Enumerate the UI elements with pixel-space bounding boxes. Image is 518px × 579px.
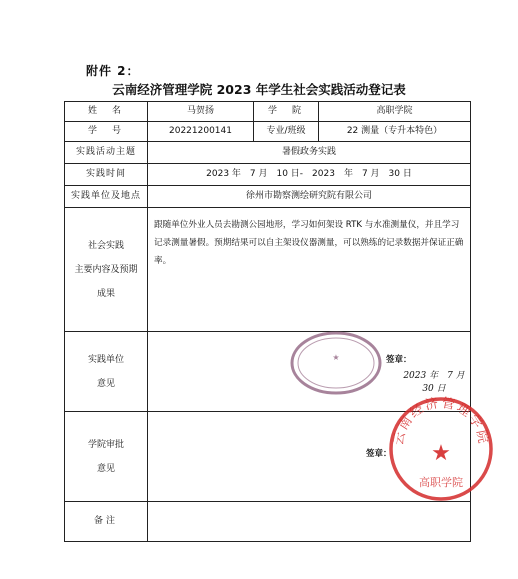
row-college-opinion — [65, 412, 471, 502]
content-label-line2: 主要内容及预期 — [74, 264, 138, 275]
row-time — [65, 164, 471, 186]
college-sign-label: 签章： — [366, 449, 392, 459]
svg-text:★: ★ — [431, 441, 451, 466]
row-student-id — [65, 122, 471, 142]
row-unit — [65, 186, 471, 208]
college-seal-text: 云南经济管理学院 — [391, 395, 491, 447]
svg-text:云南经济管理学院 — [391, 395, 490, 447]
row-remarks — [65, 502, 471, 542]
content-value: 跟随单位外业人员去勘测公园地形，学习如何架设 RTK 与水准测量仪，并且学习记录测量暑假。预期结果可以自主架设仪器测量，可以熟练的记录数据并保证正确率。 — [148, 208, 471, 332]
student-id-label: 学 号 — [65, 122, 148, 142]
college-opinion-label-line1: 学院审批 — [87, 439, 124, 450]
registration-form-table — [64, 101, 491, 542]
name-label: 姓 名 — [65, 102, 148, 122]
major-class-label: 专业/班级 — [254, 122, 319, 142]
form-title: 云南经济管理学院 2023 年学生社会实践活动登记表 — [112, 82, 406, 97]
attachment-label: 附件 2： — [86, 64, 140, 78]
time-label: 实践时间 — [65, 164, 148, 186]
college-seal-stamp — [386, 394, 496, 504]
unit-sign-label: 签章： — [386, 355, 412, 365]
theme-value: 暑假政务实践 — [148, 142, 471, 164]
content-label-line3: 成果 — [96, 288, 115, 299]
row-name — [65, 102, 471, 122]
unit-opinion-label-line2: 意见 — [96, 378, 115, 389]
unit-seal-stamp — [286, 328, 386, 398]
name-value: 马贺扬 — [148, 102, 254, 122]
theme-label: 实践活动主题 — [65, 142, 148, 164]
content-label-line1: 社会实践 — [87, 240, 124, 251]
unit-opinion-label — [65, 332, 148, 412]
college-label: 学 院 — [254, 102, 319, 122]
unit-label: 实践单位及地点 — [65, 186, 148, 208]
svg-text:★: ★ — [332, 353, 340, 362]
unit-value: 徐州市勘察测绘研究院有限公司 — [148, 186, 471, 208]
college-opinion-label — [65, 412, 148, 502]
remarks-label: 备注 — [65, 502, 148, 542]
college-opinion-area — [148, 395, 491, 502]
college-value: 高职学院 — [319, 102, 471, 122]
unit-sign-date: 2023 年 7 月 30 日 — [403, 371, 474, 394]
college-opinion-label-line2: 意见 — [96, 463, 115, 474]
row-content — [65, 208, 471, 332]
row-theme — [65, 142, 471, 164]
time-value: 2023 年 7 月 10 日- 2023 年 7 月 30 日 — [148, 164, 471, 186]
major-class-value: 22 测量（专升本特色） — [319, 122, 471, 142]
unit-opinion-label-line1: 实践单位 — [87, 354, 124, 365]
remarks-value — [148, 502, 471, 542]
college-seal-sub: 高职学院 — [419, 476, 463, 489]
student-id-value: 20221200141 — [148, 122, 254, 142]
content-label — [65, 208, 148, 332]
